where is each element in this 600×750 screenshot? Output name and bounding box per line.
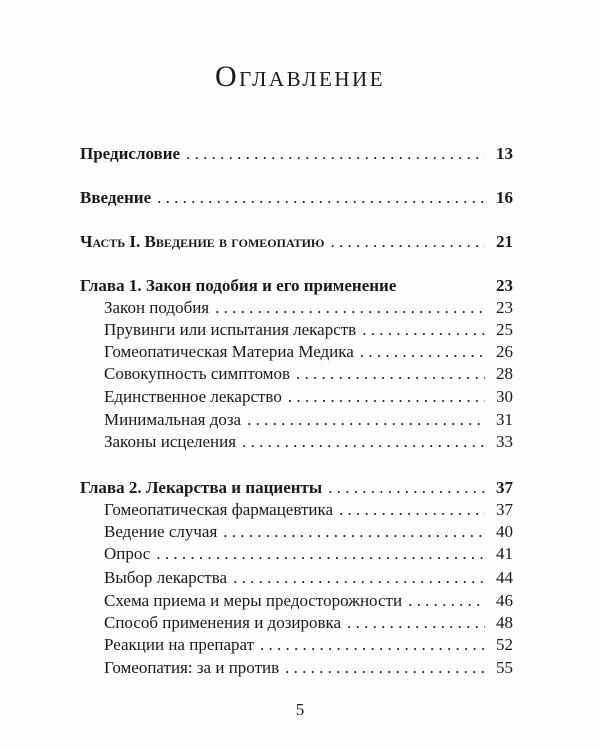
toc-entry-page: 31 [496, 410, 513, 429]
toc-entry[interactable] [104, 363, 513, 385]
toc-entry-label: Совокупность симптомов [104, 364, 291, 383]
toc-entry[interactable] [104, 657, 513, 679]
toc-entry-chapter-2[interactable] [80, 477, 513, 499]
toc-entry-label: Гомеопатическая Материа Медика [104, 342, 354, 361]
toc-entry[interactable] [104, 590, 513, 612]
toc-entry-label: Схема приема и меры предосторожности [104, 591, 403, 610]
dot-leader [328, 477, 485, 499]
page-number: 5 [295, 700, 305, 719]
toc-entry[interactable] [104, 499, 513, 521]
toc-entry-label: Глава 1. Закон подобия и его применение [80, 276, 397, 295]
dot-leader [339, 499, 485, 521]
toc-entry-label: Прувинги или испытания лекарств [104, 320, 357, 339]
toc-entry-page: 28 [496, 364, 513, 383]
toc-entry[interactable] [104, 543, 513, 565]
toc-entry-page: 33 [496, 432, 513, 451]
toc-entry-page: 16 [496, 188, 513, 207]
dot-leader [157, 187, 485, 209]
toc-entry-page: 26 [496, 342, 513, 361]
toc-entry-label: Единственное лекарство [104, 387, 282, 406]
toc-entry-page: 48 [496, 613, 513, 632]
toc-entry-label: Реакции на препарат [104, 635, 255, 654]
dot-leader [360, 341, 485, 363]
dot-leader [362, 319, 485, 341]
toc-entry-preface[interactable] [80, 143, 513, 165]
toc-entry-page: 40 [496, 522, 513, 541]
toc-entry-page: 41 [496, 544, 513, 563]
dot-leader [330, 231, 485, 253]
toc-entry[interactable] [104, 521, 513, 543]
toc-entry-page: 55 [496, 658, 513, 677]
toc-entry-page: 37 [496, 478, 513, 497]
toc-entry[interactable] [104, 319, 513, 341]
toc-entry-label: Опрос [104, 544, 151, 563]
toc-entry-label: Законы исцеления [104, 432, 237, 451]
dot-leader [233, 567, 485, 589]
toc-entry-label: Гомеопатическая фармацевтика [104, 500, 334, 519]
toc-entry[interactable] [104, 634, 513, 656]
toc-entry[interactable] [104, 297, 513, 319]
toc-entry-page: 23 [496, 298, 513, 317]
toc-entry-page: 21 [496, 232, 513, 251]
dot-leader [247, 409, 485, 431]
dot-leader [408, 590, 485, 612]
dot-leader [347, 612, 485, 634]
toc-entry-label: Часть I. Введение в гомеопатию [80, 232, 325, 251]
toc-entry-label: Выбор лекарства [104, 568, 228, 587]
toc-entry-page: 13 [496, 144, 513, 163]
dot-leader [186, 143, 485, 165]
toc-entry-page: 25 [496, 320, 513, 339]
dot-leader [242, 431, 485, 453]
dot-leader [288, 386, 485, 408]
toc-entry-page: 30 [496, 387, 513, 406]
dot-leader [296, 363, 485, 385]
dot-leader [223, 521, 485, 543]
dot-leader [260, 634, 485, 656]
toc-entry-chapter-1[interactable] [80, 275, 513, 297]
toc-entry-label: Ведение случая [104, 522, 218, 541]
toc-entry-label: Закон подобия [104, 298, 210, 317]
toc-entry[interactable] [104, 612, 513, 634]
dot-leader [285, 657, 485, 679]
toc-entry[interactable] [104, 567, 513, 589]
toc-entry-label: Предисловие [80, 144, 181, 163]
page-title: Оглавление [214, 60, 386, 93]
toc-entry[interactable] [104, 409, 513, 431]
dot-leader [215, 297, 485, 319]
toc-entry-label: Гомеопатия: за и против [104, 658, 280, 677]
toc-entry-page: 52 [496, 635, 513, 654]
toc-entry[interactable] [104, 431, 513, 453]
toc-entry-label: Минимальная доза [104, 410, 242, 429]
toc-entry-label: Глава 2. Лекарства и пациенты [80, 478, 323, 497]
toc-entry-label: Способ применения и дозировка [104, 613, 342, 632]
toc-entry[interactable] [104, 386, 513, 408]
toc-entry-page: 37 [496, 500, 513, 519]
toc-entry[interactable] [104, 341, 513, 363]
toc-entry-label: Введение [80, 188, 152, 207]
dot-leader [156, 543, 485, 565]
toc-entry-page: 44 [496, 568, 513, 587]
toc-entry-part-1[interactable] [80, 231, 513, 253]
toc-entry-page: 46 [496, 591, 513, 610]
toc-entry-introduction[interactable] [80, 187, 513, 209]
toc-entry-page: 23 [496, 276, 513, 295]
